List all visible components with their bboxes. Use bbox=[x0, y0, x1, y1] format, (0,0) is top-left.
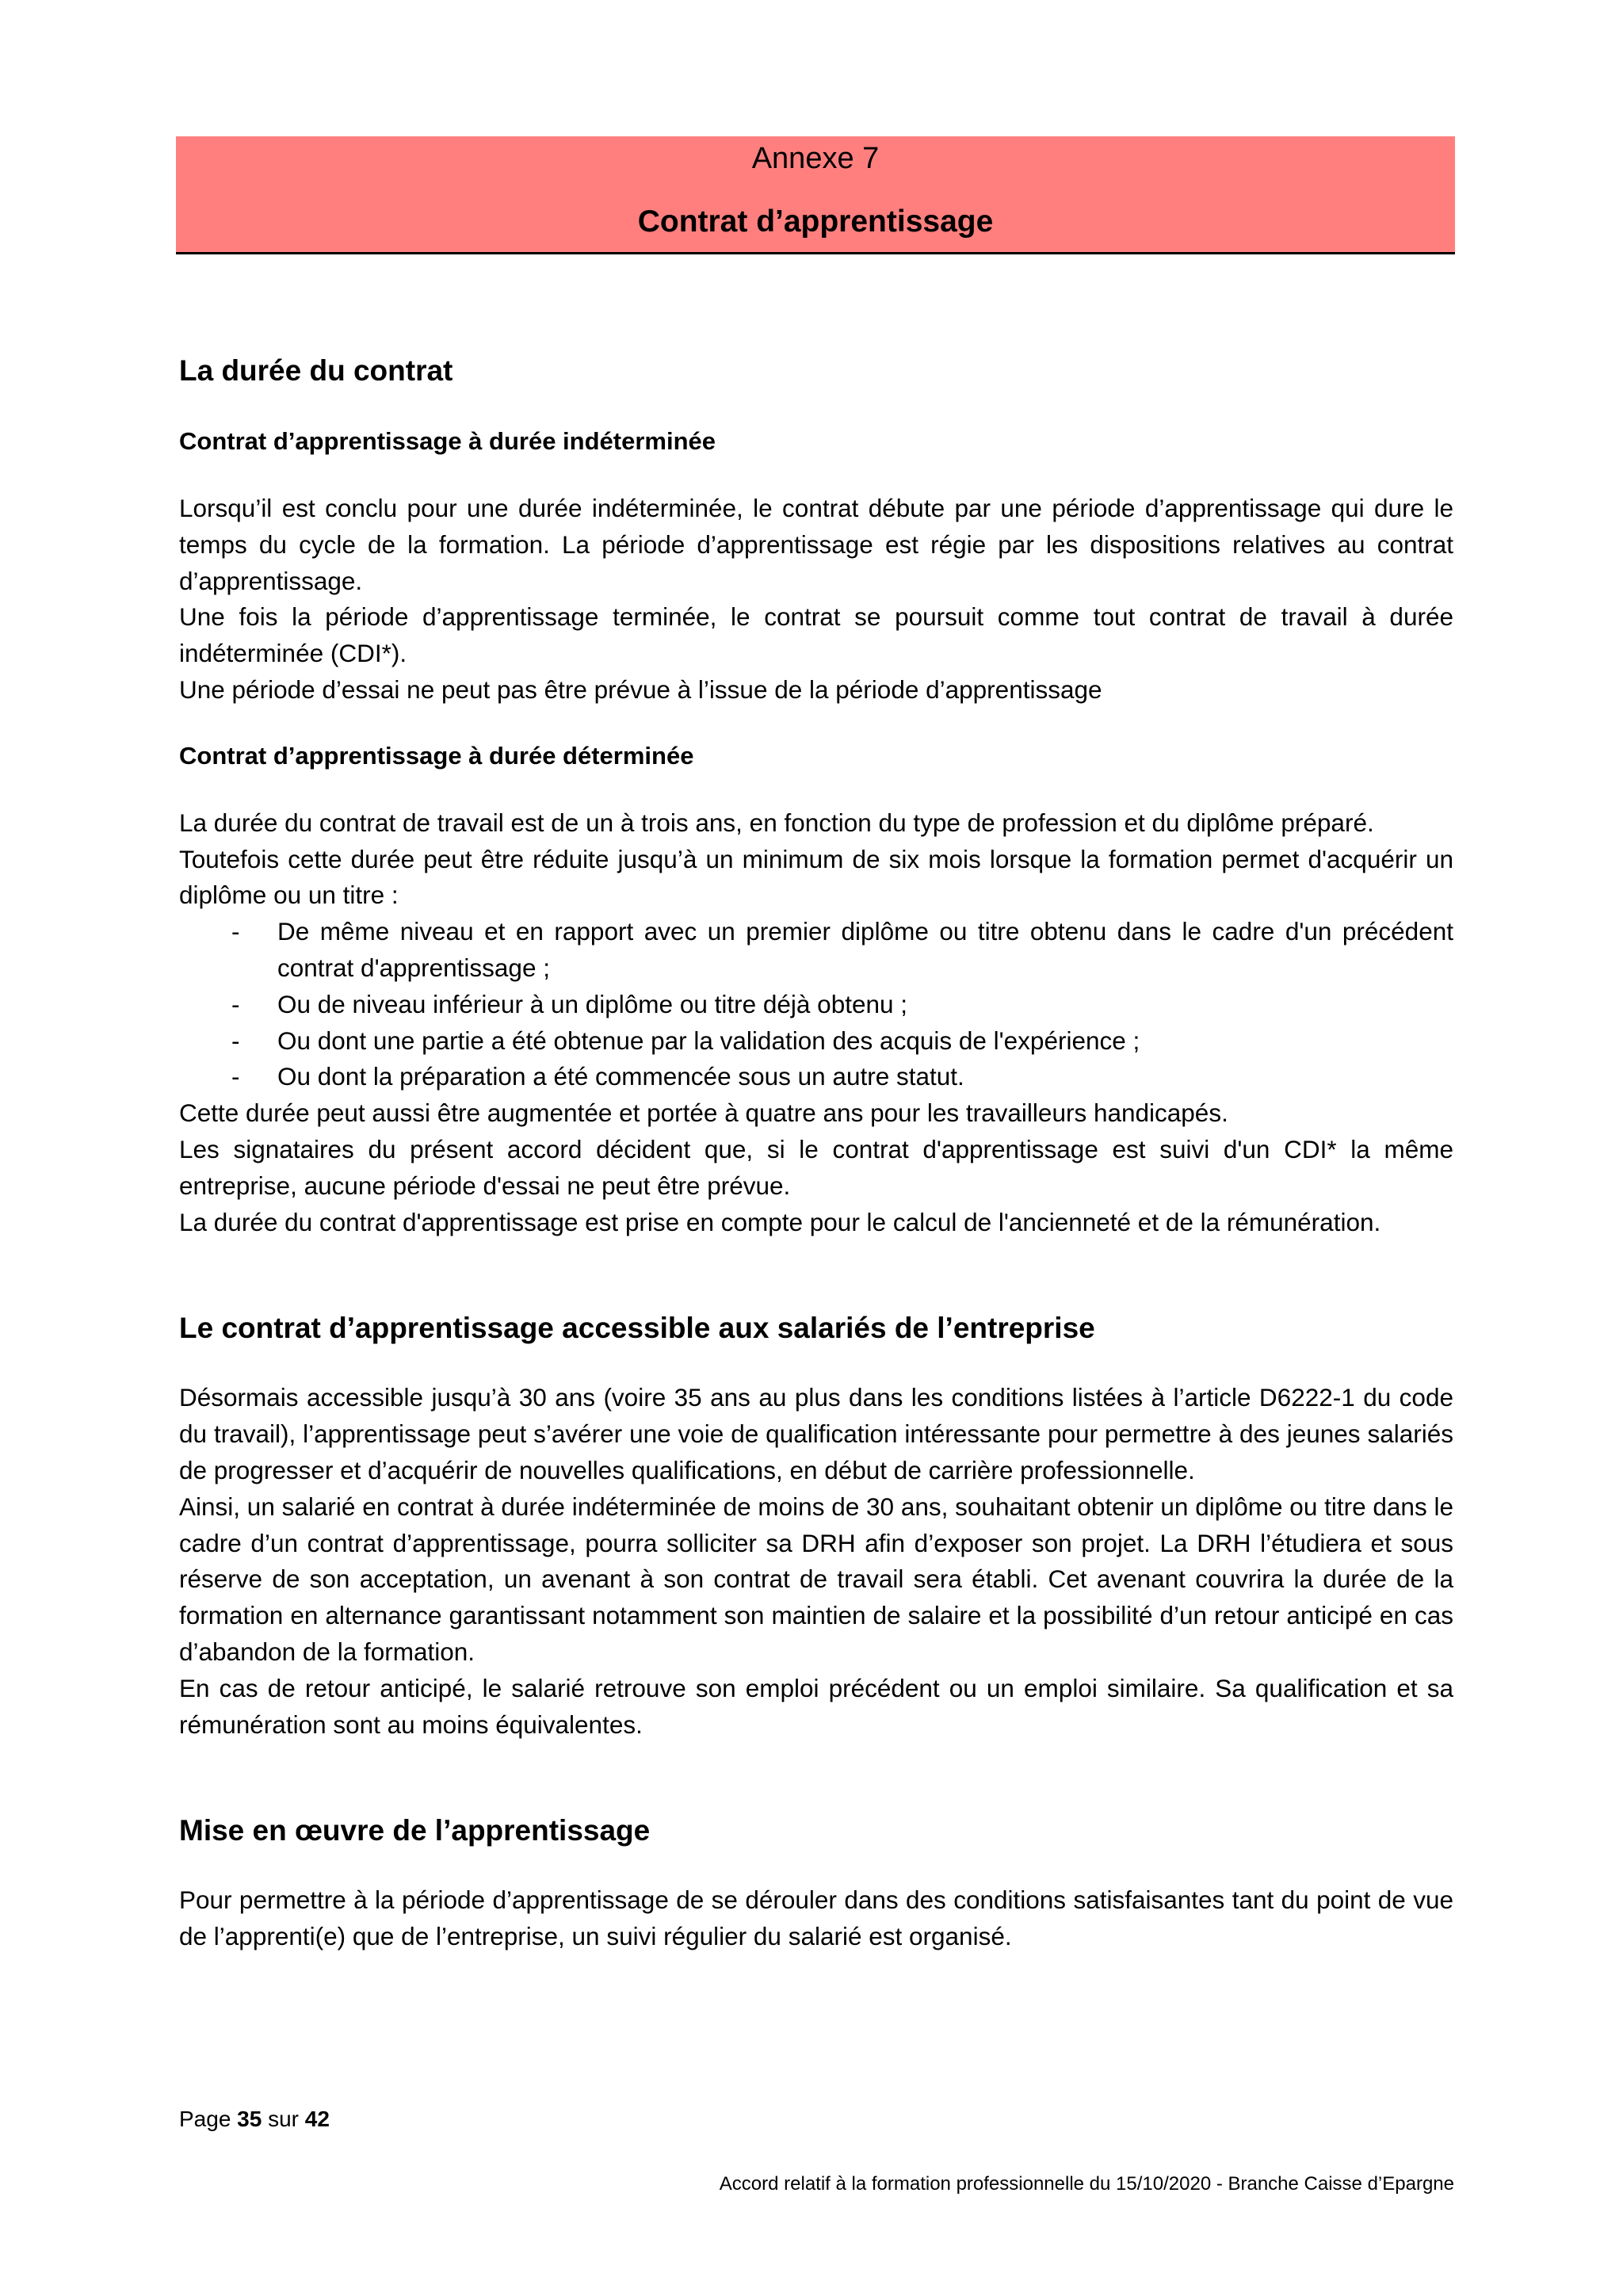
paragraph: Toutefois cette durée peut être réduite jusqu’à un minimum de six mois lorsque la formation permet d'acquérir un diplôme ou un titre : bbox=[179, 844, 1453, 910]
paragraph: Pour permettre à la période d’apprentissage de se dérouler dans des conditions satisfaisantes tant du point de vue de l’apprenti(e) que de l’entreprise, un suivi régulier du salarié est organisé. bbox=[179, 1885, 1453, 1951]
annex-banner bbox=[176, 136, 1455, 254]
paragraph: Une fois la période d’apprentissage terminée, le contrat se poursuit comme tout contrat de travail à durée indéterminée (CDI*). bbox=[179, 602, 1453, 668]
dash-bullet: - bbox=[231, 989, 240, 1018]
section-heading-accessible: Le contrat d’apprentissage accessible aux salariés de l’entreprise bbox=[179, 1312, 1095, 1345]
paragraph: Cette durée peut aussi être augmentée et portée à quatre ans pour les travailleurs handicapés. bbox=[179, 1098, 1228, 1128]
document-body bbox=[179, 353, 1453, 1955]
paragraph: Lorsqu’il est conclu pour une durée indéterminée, le contrat débute par une période d’apprentissage qui dure le temps du cycle de la formation. La période d’apprentissage est régie par les dispositions relatives au contrat d’apprentissage. bbox=[179, 494, 1453, 595]
list-item: - Ou de niveau inférieur à un diplôme ou titre déjà obtenu ; bbox=[179, 987, 1453, 1023]
annex-number: Annexe 7 bbox=[751, 142, 880, 175]
dash-bullet: - bbox=[231, 1062, 240, 1091]
conditions-list bbox=[179, 914, 1453, 1095]
paragraph: Ainsi, un salarié en contrat à durée indéterminée de moins de 30 ans, souhaitant obtenir un diplôme ou titre dans le cadre d’un contrat d’apprentissage, pourra solliciter sa DRH afin d’exposer son projet. La DRH l’étudiera et sous réserve de son acceptation, un avenant à son contrat de travail sera établi. Cet avenant couvrira la durée de la formation en alternance garantissant notamment son maintien de salaire et la possibilité d’un retour anticipé en cas d’abandon de la formation. bbox=[179, 1492, 1453, 1666]
dash-bullet: - bbox=[231, 1026, 240, 1055]
section-heading-duree: La durée du contrat bbox=[179, 354, 453, 387]
section-heading-mise: Mise en œuvre de l’apprentissage bbox=[179, 1814, 651, 1847]
subheading-cdd: Contrat d’apprentissage à durée déterminée bbox=[179, 741, 694, 770]
annex-title: Contrat d’apprentissage bbox=[637, 204, 994, 239]
paragraph: Désormais accessible jusqu’à 30 ans (voire 35 ans au plus dans les conditions listées à l’article D6222-1 du code du travail), l’apprentissage peut s’avérer une voie de qualification intéressante pour permettre à des jeunes salariés de progresser et d’acquérir de nouvelles qualifications, en début de carrière professionnelle. bbox=[179, 1383, 1453, 1484]
list-item: - Ou dont la préparation a été commencée sous un autre statut. bbox=[179, 1059, 1453, 1095]
page-number: Page 35 sur 42 bbox=[179, 2107, 330, 2131]
paragraph: Les signataires du présent accord décident que, si le contrat d'apprentissage est suivi d'un CDI* la même entreprise, aucune période d'essai ne peut être prévue. bbox=[179, 1134, 1453, 1200]
dash-bullet: - bbox=[231, 917, 240, 946]
paragraph: En cas de retour anticipé, le salarié retrouve son emploi précédent ou un emploi similaire. Sa qualification et sa rémunération sont au moins équivalentes. bbox=[179, 1673, 1453, 1739]
paragraph: La durée du contrat de travail est de un à trois ans, en fonction du type de profession et du diplôme préparé. bbox=[179, 808, 1374, 837]
footer-reference: Accord relatif à la formation professionnelle du 15/10/2020 - Branche Caisse d’Epargne bbox=[719, 2173, 1454, 2195]
subheading-cdi: Contrat d’apprentissage à durée indéterminée bbox=[179, 427, 716, 455]
paragraph: Une période d’essai ne peut pas être prévue à l’issue de la période d’apprentissage bbox=[179, 674, 1102, 704]
paragraph: La durée du contrat d'apprentissage est prise en compte pour le calcul de l'ancienneté et de la rémunération. bbox=[179, 1207, 1381, 1236]
list-item: - De même niveau et en rapport avec un premier diplôme ou titre obtenu dans le cadre d'un précédent contrat d'apprentissage ; bbox=[179, 914, 1453, 987]
list-item: - Ou dont une partie a été obtenue par la validation des acquis de l'expérience ; bbox=[179, 1023, 1453, 1060]
